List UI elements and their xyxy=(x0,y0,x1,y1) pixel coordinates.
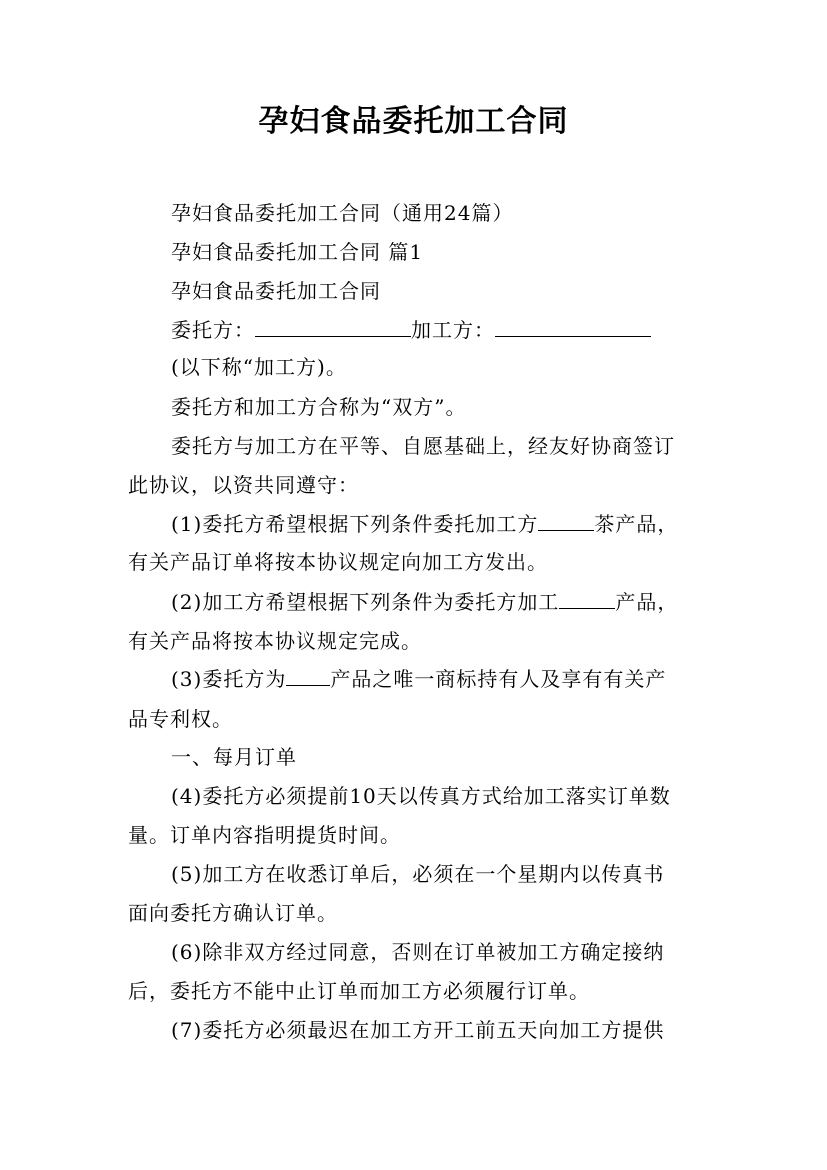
paragraph-line: (4)委托方必须提前10天以传真方式给加工落实订单数 xyxy=(171,784,671,808)
paragraph-line: 品专利权。 xyxy=(128,707,233,731)
paragraph-line: 委托方与加工方在平等、自愿基础上，经友好协商签订 xyxy=(171,434,675,458)
document-title: 孕妇食品委托加工合同 xyxy=(258,104,569,139)
clause-3-text: (3)委托方为 xyxy=(171,667,287,691)
clause-3-blank xyxy=(286,665,330,686)
paragraph-line: 有关产品将按本协议规定完成。 xyxy=(128,629,422,653)
clause-2-tail: 产品， xyxy=(615,590,679,614)
section-heading: 一、每月订单 xyxy=(171,745,297,769)
paragraph-line: 此协议，以资共同遵守： xyxy=(128,473,359,497)
paragraph-line: (5)加工方在收悉订单后，必须在一个星期内以传真书 xyxy=(171,862,665,886)
paragraph-line: 后，委托方不能中止订单而加工方必须履行订单。 xyxy=(128,979,590,1003)
clause-1-line xyxy=(171,510,751,538)
client-label: 委托方： xyxy=(171,318,255,342)
paragraph-line: (6)除非双方经过同意，否则在订单被加工方确定接纳 xyxy=(171,940,665,964)
section-heading: 孕妇食品委托加工合同 篇1 xyxy=(171,240,424,264)
clause-1-text: (1)委托方希望根据下列条件委托加工方 xyxy=(171,512,539,536)
clause-2-line xyxy=(171,588,751,616)
clause-1-tail: 茶产品， xyxy=(594,512,679,536)
subtitle-line: 孕妇食品委托加工合同（通用24篇） xyxy=(171,201,514,225)
paragraph-line: (以下称“加工方)。 xyxy=(171,355,347,379)
paragraph-line: 委托方和加工方合称为“双方”。 xyxy=(171,395,467,419)
clause-2-blank xyxy=(559,588,615,609)
clause-3-tail: 产品之唯一商标持有人及享有有关产 xyxy=(330,667,667,691)
contract-name-line: 孕妇食品委托加工合同 xyxy=(171,279,381,303)
processor-label: 加工方： xyxy=(411,318,495,342)
paragraph-line: 量。订单内容指明提货时间。 xyxy=(128,823,401,847)
processor-blank xyxy=(495,316,651,337)
clause-2-text: (2)加工方希望根据下列条件为委托方加工 xyxy=(171,590,560,614)
clause-1-blank xyxy=(538,510,594,531)
client-blank xyxy=(255,316,411,337)
paragraph-line: (7)委托方必须最迟在加工方开工前五天向加工方提供 xyxy=(171,1018,665,1042)
parties-line xyxy=(171,316,751,344)
paragraph-line: 有关产品订单将按本协议规定向加工方发出。 xyxy=(128,550,548,574)
paragraph-line: 面向委托方确认订单。 xyxy=(128,901,338,925)
clause-3-line xyxy=(171,665,751,693)
